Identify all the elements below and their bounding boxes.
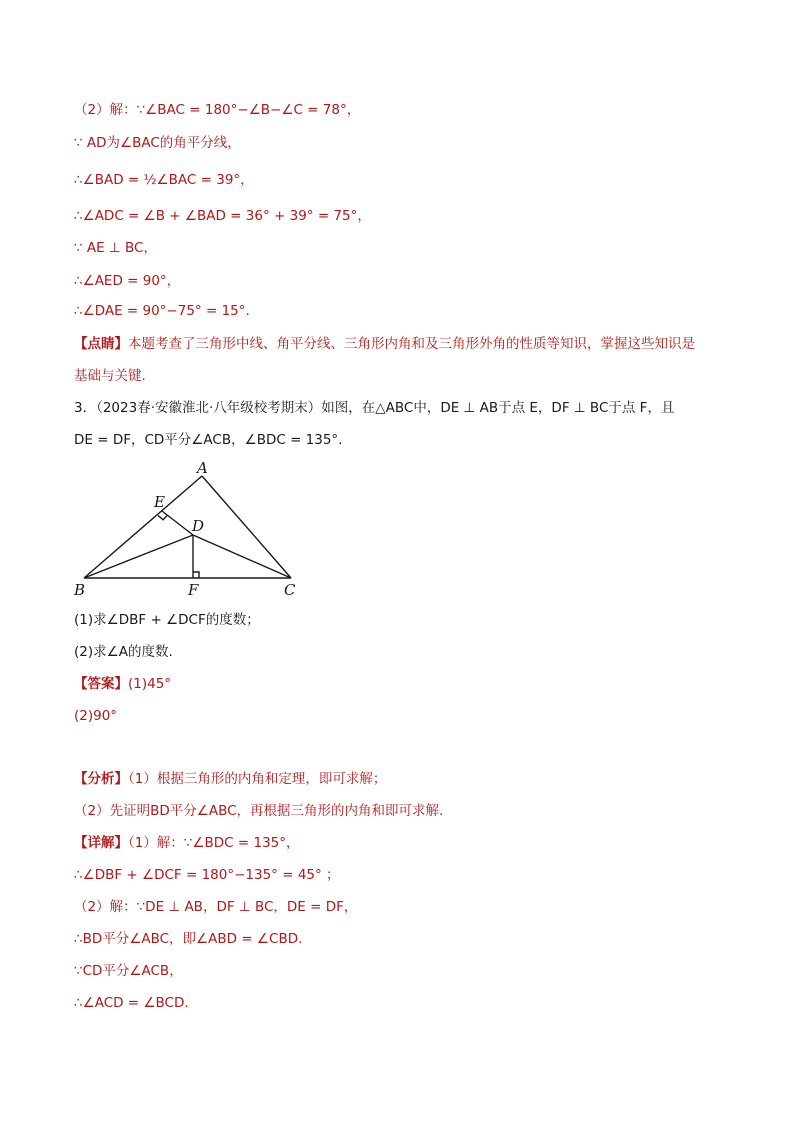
analysis-line-1 xyxy=(74,769,386,789)
question3-sub2: (2)求∠A的度数. xyxy=(74,644,173,660)
segment-bd xyxy=(84,535,193,578)
side-ab xyxy=(84,476,205,578)
right-angle-mark-e xyxy=(158,515,167,520)
answer-part2: (2)90° xyxy=(74,708,118,724)
comment-text-1: 本题考查了三角形中线、角平分线、三角形内角和及三角形外角的性质等知识，掌握这些知识是 xyxy=(128,336,695,352)
label-b: B xyxy=(74,581,86,599)
question3-line-1: 3．（2023春·安徽淮北·八年级校考期末）如图，在△ABC中，DE ⊥ AB于点 E，DF ⊥ BC于点 F，且 xyxy=(74,400,675,416)
label-a: A xyxy=(197,459,208,477)
solution-line-6: ∴∠AED = 90°， xyxy=(74,273,181,289)
triangle-figure xyxy=(72,455,312,600)
detail-label: 【详解】 xyxy=(74,835,128,851)
label-d: D xyxy=(192,517,205,535)
detail-line-4: ∴BD平分∠ABC，即∠ABD = ∠CBD. xyxy=(74,931,303,947)
detail-line-1 xyxy=(74,833,300,853)
question3-sub1: (1)求∠DBF + ∠DCF的度数； xyxy=(74,612,260,628)
segment-de xyxy=(162,511,193,535)
label-f: F xyxy=(188,581,199,599)
analysis-line-2: （2）先证明BD平分∠ABC，再根据三角形的内角和即可求解. xyxy=(74,803,444,819)
segment-cd xyxy=(193,535,291,578)
analysis-label: 【分析】 xyxy=(74,771,128,787)
right-angle-mark-f xyxy=(193,572,199,578)
solution-line-2: ∵ AD为∠BAC的角平分线， xyxy=(74,135,241,151)
detail-line-5: ∵CD平分∠ACB， xyxy=(74,963,183,979)
answer-part1: (1)45° xyxy=(128,676,172,692)
analysis-text-1: （1）根据三角形的内角和定理，即可求解； xyxy=(128,771,387,787)
side-ac xyxy=(202,476,291,578)
solution-line-5: ∵ AE ⊥ BC， xyxy=(74,240,157,256)
detail-line-3: （2）解：∵DE ⊥ AB，DF ⊥ BC，DE = DF， xyxy=(74,899,358,915)
solution-line-4: ∴∠ADC = ∠B + ∠BAD = 36° + 39° = 75°， xyxy=(74,208,371,224)
solution-line-3: ∴∠BAD = ½∠BAC = 39°， xyxy=(74,172,254,188)
detail-line-6: ∴∠ACD = ∠BCD. xyxy=(74,995,189,1011)
solution-line-1: （2）解：∵∠BAC = 180°−∠B−∠C = 78°， xyxy=(74,102,361,118)
answer-line-1 xyxy=(74,674,171,694)
question3-line-2: DE = DF，CD平分∠ACB，∠BDC = 135°. xyxy=(74,432,343,448)
comment-line-1 xyxy=(74,334,695,354)
comment-label: 【点睛】 xyxy=(74,336,128,352)
answer-label: 【答案】 xyxy=(74,676,128,692)
detail-text-1: （1）解：∵∠BDC = 135°， xyxy=(128,835,300,851)
detail-line-2: ∴∠DBF + ∠DCF = 180°−135° = 45° ； xyxy=(74,867,340,883)
label-e: E xyxy=(154,493,165,511)
comment-line-2: 基础与关键. xyxy=(74,368,146,384)
solution-line-7: ∴∠DAE = 90°−75° = 15°. xyxy=(74,303,250,319)
label-c: C xyxy=(284,581,296,599)
